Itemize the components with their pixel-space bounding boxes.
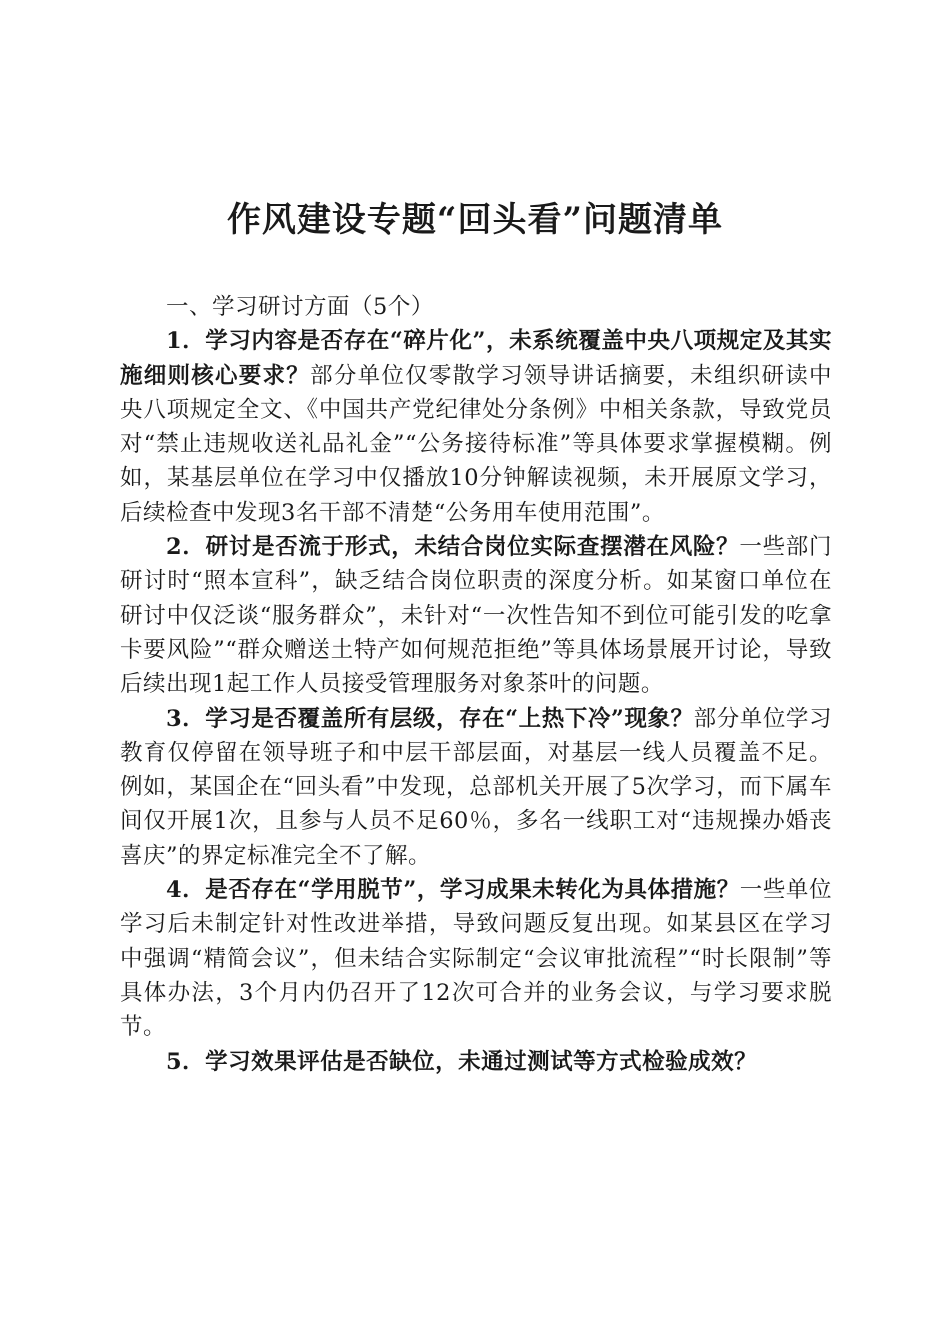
item-description: 一些单位学习后未制定针对性改进举措，导致问题反复出现。如某县区在学习中强调“精简会议”，但未结合实际制定“会议审批流程”“时长限制”等具体办法，3个月内仍召开了12次可合并的业务会议，与学习要求脱节。 [120,877,832,1041]
list-item [120,702,832,873]
item-question: 2．研讨是否流于形式，未结合岗位实际查摆潜在风险？ [166,534,740,561]
document-body [120,290,832,1079]
item-question: 5．学习效果评估是否缺位，未通过测试等方式检验成效？ [166,1048,758,1075]
item-description: 部分单位学习教育仅停留在领导班子和中层干部层面，对基层一线人员覆盖不足。例如，某国企在“回头看”中发现，总部机关开展了5次学习，而下属车间仅开展1次，且参与人员不足60％，多名一线职工对“违规操办婚丧喜庆”的界定标准完全不了解。 [120,705,832,869]
list-item [120,1045,832,1079]
item-question: 1．学习内容是否存在“碎片化”，未系统覆盖中央八项规定及其实施细则核心要求？ [120,328,832,389]
document-title: 作风建设专题“回头看”问题清单 [226,200,724,240]
item-question: 4．是否存在“学用脱节”，学习成果未转化为具体措施？ [166,877,740,904]
section-heading: 一、学习研讨方面（5个） [166,294,434,320]
item-question: 3．学习是否覆盖所有层级，存在“上热下冷”现象？ [166,705,694,732]
item-description: 部分单位仅零散学习领导讲话摘要，未组织研读中央八项规定全文、《中国共产党纪律处分条例》中相关条款，导致党员对“禁止违规收送礼品礼金”“公务接待标准”等具体要求掌握模糊。例如，某基层单位在学习中仅播放10分钟解读视频，未开展原文学习，后续检查中发现3名干部不清楚“公务用车使用范围”。 [120,362,832,526]
list-item [120,873,832,1044]
list-item [120,324,832,530]
list-item [120,530,832,701]
item-description: 一些部门研讨时“照本宣科”，缺乏结合岗位职责的深度分析。如某窗口单位在研讨中仅泛谈“服务群众”，未针对“一次性告知不到位可能引发的吃拿卡要风险”“群众赠送土特产如何规范拒绝”等具体场景展开讨论，导致后续出现1起工作人员接受管理服务对象茶叶的问题。 [120,534,832,698]
